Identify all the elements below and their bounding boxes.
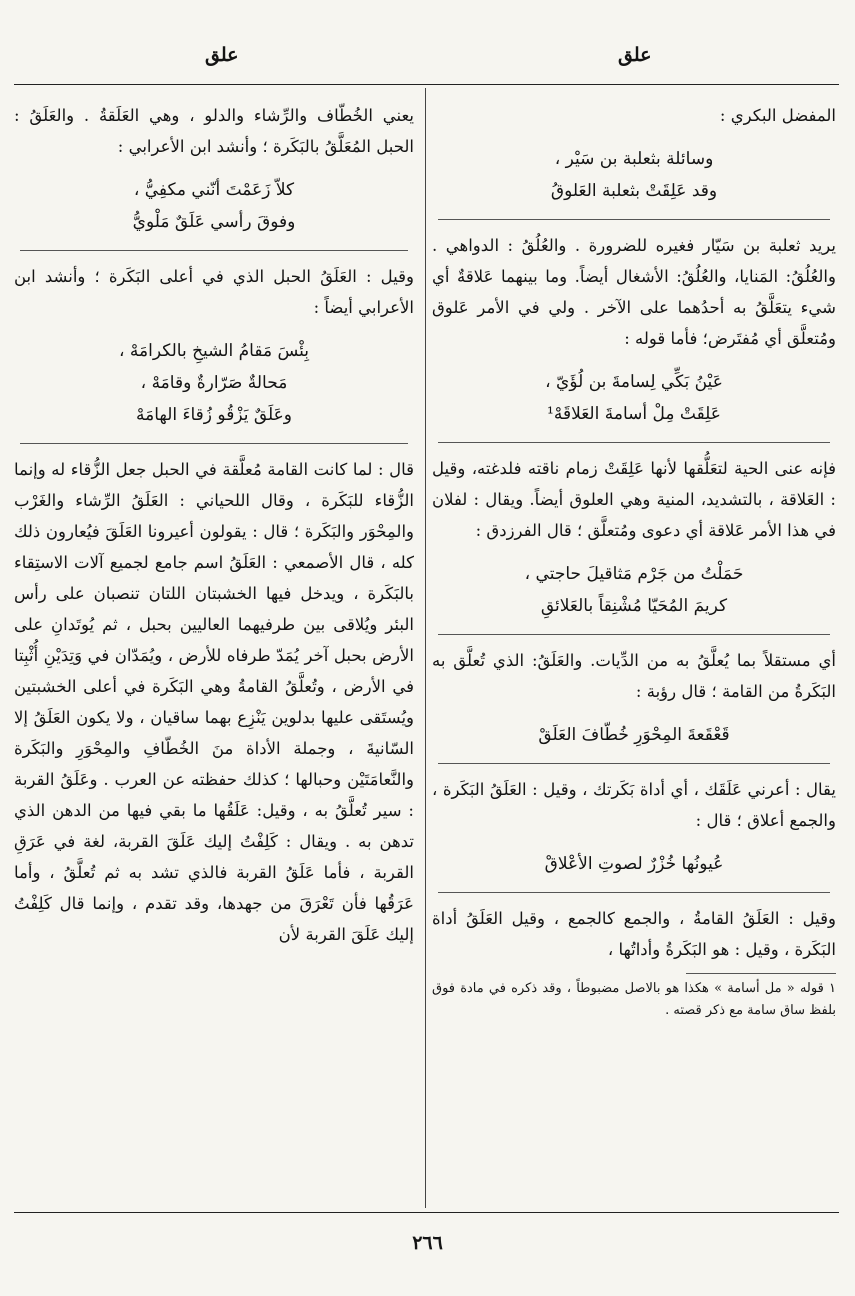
verse-line: بِئْسَ مَقامُ الشيخِ بالكرامَهْ ، — [118, 341, 310, 361]
left-paragraph-3: قال : لما كانت القامة مُعلَّقة في الحبل جعل الزُّقاء له وإنما الزُّقاء للبَكَرة ، وقال اللحياني : العَلَقُ الرِّشاء والغَرْب والمِحْوَر والبَكَرة ؛ قال : يقولون أعيرونا العَلَقَ فيُعارون ذلك كله ، قال الأصمعي : العَلَقُ اسم جامع لجميع آلات الاستِقاء بالبَكَرة ، ويدخل فيها الخشبتان اللتان تنصبان على رأس البئر ويُلاقى بين طرفيهما العاليين بحبل ، ثم يُوتَدانِ على الأرض بحبل آخر يُمَدّ طرفاه للأرض ، ويُمَدّان في وَتِدَيْنِ أُثْبِتا في الأرض ، وتُعلَّقُ القامةُ وهي البَكَرة في أعلى الخشبتين ويُستَقى عليها بدلوين يَنْزِع بهما ساقيان ، ولا يكون العَلَقُ إلا السّانيةَ ، وجملة الأداة منَ الخُطّافِ والمِحْوَرِ والبَكَرة والنَّعامَتَيْن وحبالها ؛ كذلك حفظته عن العرب . وعَلَقُ القربة : سير تُعلَّقُ به ، وقيل: عَلَقُها ما بقي فيها من الدهن الذي تدهن به . ويقال : كَلِفْتُ إليك عَلَقَ القربة، لغة في عَرَقِ القربة ، فأما عَلَقُ القربة فالذي تشد به ثم تُعلَّقُ ، وأما عَرَقُها فأن تَعْرَقَ من جهدها، وقد تقدم ، وإنما قال كَلِفْتُ إليك عَلَقَ القربة لأن — [14, 460, 414, 944]
footnote: ١ قوله « مل أسامة » هكذا هو بالاصل مضبوطاً ، وقد ذكره في مادة فوق بلفظ ساق سامة مع ذكر قصته . — [432, 981, 836, 1018]
section-separator — [438, 442, 830, 443]
verse-line: كلاّ زَعَمْتَ أنّني مكفِيُّ ، — [133, 180, 295, 200]
right-paragraph-2: يريد ثعلبة بن سَيّار فغيره للضرورة . والعُلُقُ : الدواهي . والعُلُقُ: المَنايا، والعُلُقُ: الأشغال أيضاً. وما بينهما عَلاقةٌ أي شيء يتعَلَّقُ به أحدُهما على الآخر . ولي في الأمر عَلوق ومُتعلَّق أي مُفتَرض؛ فأما قوله : — [432, 236, 836, 348]
page-number: ٢٦٦ — [412, 1232, 443, 1254]
verse-line: عُيونُها خُزْرٌ لصوتِ الأعْلاقْ — [544, 854, 724, 874]
header-right-word: علق — [618, 44, 652, 66]
verse-line: وقد عَلِقَتْ بثعلبة العَلوقُ — [550, 181, 718, 201]
section-separator — [438, 219, 830, 220]
section-separator — [438, 763, 830, 764]
header-left-word: علق — [205, 44, 239, 66]
bottom-rule — [14, 1212, 839, 1213]
right-verse-4 — [432, 719, 836, 751]
right-verse-1 — [432, 143, 836, 207]
verse-line: وفوقَ رأسي عَلَقٌ مَلْويُّ — [132, 212, 296, 232]
right-paragraph-6: وقيل : العَلَقُ القامةُ ، والجمع كالجمع ، وقيل العَلَقُ أداة البَكَرة ، وقيل : هو البَكَرةُ وأداتُها ، — [432, 909, 836, 959]
right-column — [432, 100, 836, 1022]
verse-line: وسائلة بثعلبة بن سَيْر ، — [554, 149, 714, 169]
top-rule — [14, 84, 839, 85]
verse-line: حَمَلْتُ من جَرْم مَثاقيلَ حاجتي ، — [524, 564, 744, 584]
right-paragraph-4: أي مستقلاً بما يُعلَّقُ به من الدِّيات. والعَلَقُ: الذي تُعلَّق به البَكَرةُ من القامة ؛ قال رؤبة : — [432, 651, 836, 701]
verse-line: عَلِقَتْ مِلْ أسامةَ العَلاقَهْ¹ — [547, 404, 721, 424]
right-verse-5 — [432, 848, 836, 880]
verse-line: كريمَ المُحَيّا مُشْنِقاً بالعَلائقِ — [540, 596, 728, 616]
verse-line: وعَلَقٌ يَزْقُو زُقاءَ الهامَهْ — [135, 405, 293, 425]
right-paragraph-3: فإنه عنى الحية لتعَلُّقها لأنها عَلِقَتْ زمام ناقته فلدغته، وقيل : العَلاقة ، بالتشديد، المنية وهي العلوق أيضاً. ويقال : لفلان في هذا الأمر عَلاقة أي دعوى ومُتعلَّق ؛ قال الفرزدق : — [432, 459, 836, 540]
left-verse-1 — [14, 174, 414, 238]
verse-line: قَعْقَعةَ المِحْوَرِ خُطّافَ العَلَقْ — [538, 725, 730, 745]
section-separator — [20, 250, 408, 251]
section-separator — [438, 892, 830, 893]
left-verse-2 — [14, 335, 414, 431]
left-paragraph-2: وقيل : العَلَقُ الحبل الذي في أعلى البَكَرة ؛ وأنشد ابن الأعرابي أيضاً : — [14, 267, 414, 317]
left-column — [14, 100, 414, 950]
section-separator — [20, 443, 408, 444]
verse-line: عَيْنُ بَكِّي لِسامةَ بن لُؤَيّ ، — [545, 372, 723, 392]
section-separator — [438, 634, 830, 635]
right-paragraph-1: المفضل البكري : — [719, 106, 836, 125]
footnote-rule — [686, 973, 836, 974]
right-paragraph-5: يقال : أعرني عَلَقَك ، أي أداة بَكَرتك ، وقيل : العَلَقُ البَكَرة ، والجمع أعلاق ؛ قال : — [432, 780, 836, 830]
right-verse-2 — [432, 366, 836, 430]
right-verse-3 — [432, 558, 836, 622]
left-paragraph-1: يعني الخُطّاف والرِّشاء والدلو ، وهي العَلَقةُ . والعَلَقُ : الحبل المُعَلَّقُ بالبَكَرة ؛ وأنشد ابن الأعرابي : — [14, 106, 414, 156]
verse-line: مَحالةٌ صَرّارةٌ وقامَهْ ، — [140, 373, 288, 393]
column-divider — [425, 88, 426, 1208]
